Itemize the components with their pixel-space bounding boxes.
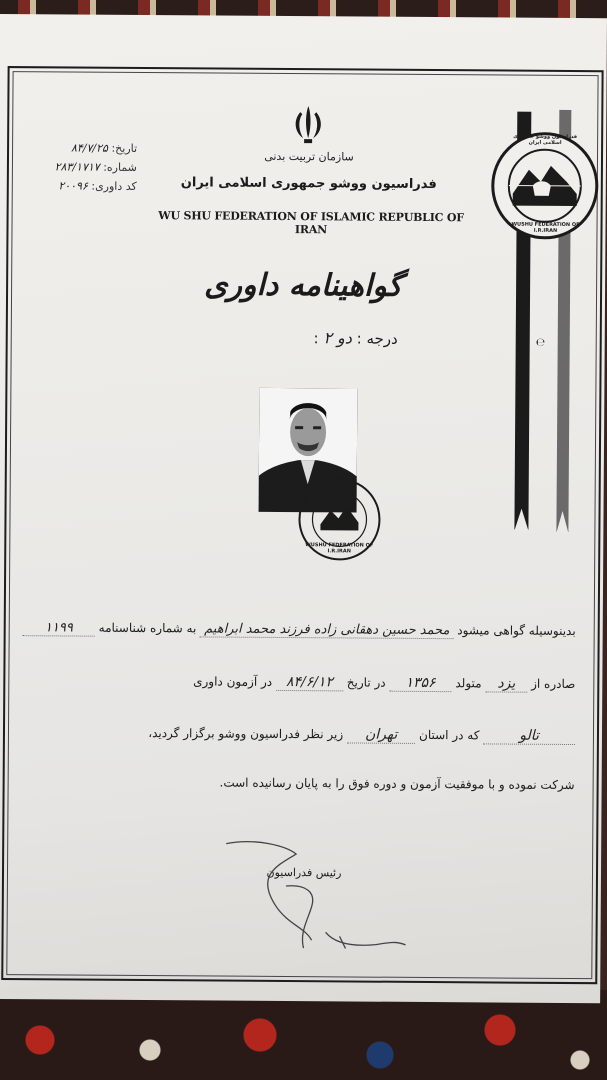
date-label-body: در تاریخ xyxy=(346,675,386,690)
signature-title: رئیس فدراسیون xyxy=(266,865,342,880)
grade-colon: : xyxy=(313,329,319,348)
referee-code-label: کد داوری: xyxy=(91,179,137,193)
photo-stamp-text: WUSHU FEDERATION OF I.R.IRAN xyxy=(305,542,374,555)
city: تالو xyxy=(483,727,575,745)
logo-seal-persian: فدراسیون ووشو جمهوری اسلامی ایران xyxy=(513,133,578,146)
grade-line xyxy=(248,328,398,348)
id-number: ۱۱۹۹ xyxy=(23,620,95,637)
born-label: متولد xyxy=(455,676,482,691)
number-value: ۲۸۳/۱۷۱۷ xyxy=(54,160,100,174)
exam-label: در آزمون داوری xyxy=(193,674,273,689)
grade-label: درجه : xyxy=(356,329,398,348)
grade-value: دو ۲ xyxy=(323,328,352,348)
certificate-paper xyxy=(0,14,607,1003)
certificate-title: گواهینامه داوری xyxy=(204,267,403,304)
registered-mark-icon: ℮ xyxy=(535,335,546,349)
held-text: زیر نظر فدراسیون ووشو برگزار گردید، xyxy=(148,726,344,742)
issued-from: یزد xyxy=(485,675,527,692)
referee-code-value: ۲۰۰۹۶ xyxy=(58,179,88,193)
federation-logo xyxy=(488,129,601,242)
date-value: ۸۴/۷/۲۵ xyxy=(70,141,109,155)
exam-date: ۸۴/۶/۱۲ xyxy=(276,674,343,691)
body-line-2 xyxy=(35,672,575,700)
meta-referee-code xyxy=(27,176,137,196)
carpet-background-bottom xyxy=(0,990,607,1080)
holder-name: محمد حسین دهقانی زاده فرزند محمد ابراهیم xyxy=(200,621,453,639)
body-line-3 xyxy=(35,724,575,752)
province: تهران xyxy=(347,726,415,743)
body-line-4: شرکت نموده و با موفقیت آزمون و دوره فوق را به پایان رسانیده است. xyxy=(219,775,575,793)
logo-seal-text: WUSHU FEDERATION OF I.R.IRAN xyxy=(511,221,580,234)
birth-year: ۱۳۵۶ xyxy=(389,675,451,692)
photo-stamp xyxy=(296,476,383,563)
line2-prefix: صادره از xyxy=(531,676,576,692)
number-label: شماره: xyxy=(103,160,137,174)
meta-date xyxy=(27,138,137,158)
meta-block xyxy=(27,138,137,196)
iran-emblem-icon xyxy=(287,102,329,146)
line1-prefix: بدینوسیله گواهی میشود xyxy=(457,623,576,639)
province-prefix: که در استان xyxy=(419,727,480,743)
body-line-1 xyxy=(36,620,576,648)
federation-name-persian: فدراسیون ووشو جمهوری اسلامی ایران xyxy=(180,175,437,193)
meta-number xyxy=(27,157,137,177)
line1-mid: به شماره شناسنامه xyxy=(98,620,197,636)
date-label: تاریخ: xyxy=(111,141,138,155)
signature-scribble xyxy=(215,836,416,967)
org-name: سازمان تربیت بدنی xyxy=(264,149,354,164)
federation-name-english: WU SHU FEDERATION OF ISLAMIC REPUBLIC OF IRAN xyxy=(158,209,464,237)
